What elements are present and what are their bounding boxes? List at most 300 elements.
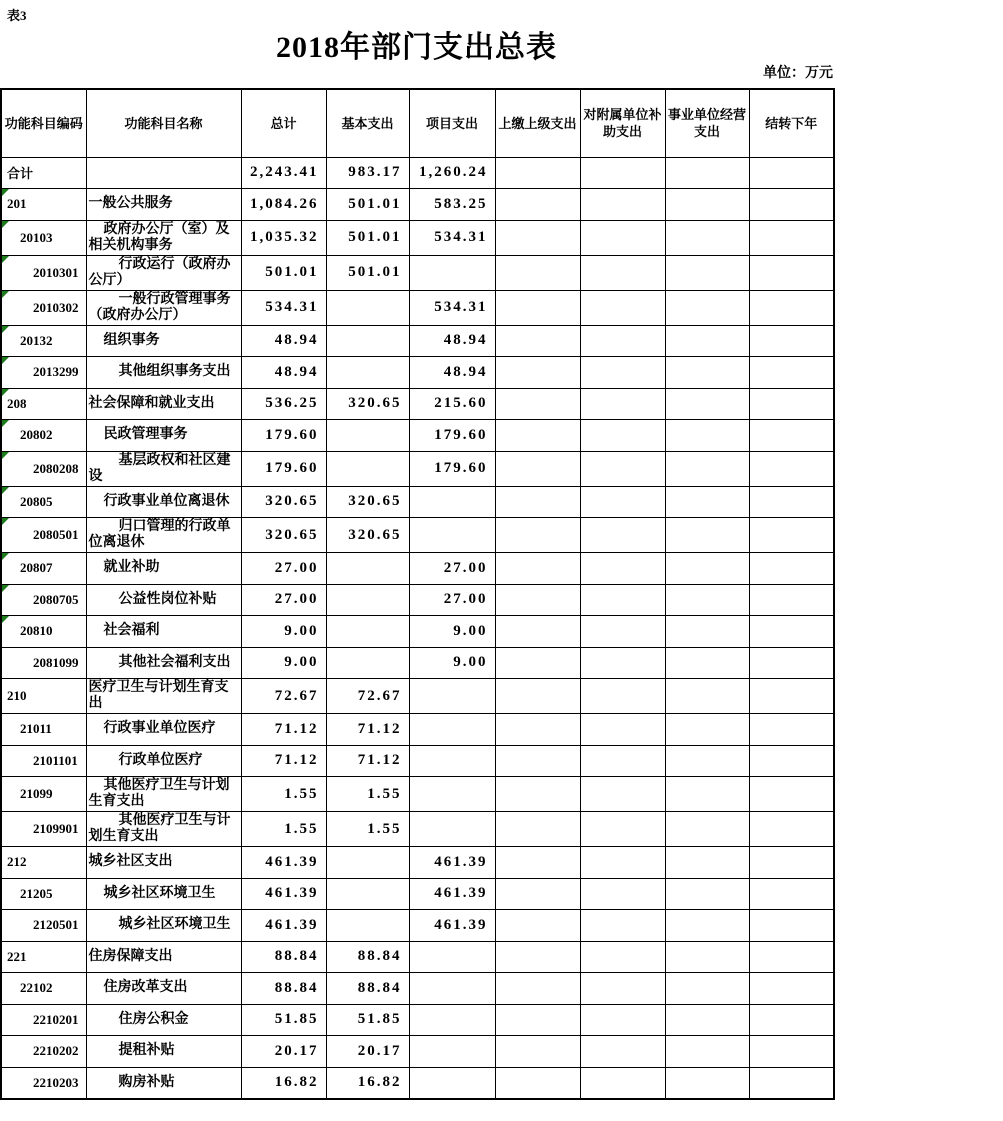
subject-code: 20810 bbox=[20, 623, 53, 639]
value-cell: 461.39 bbox=[241, 910, 326, 942]
value-cell bbox=[665, 647, 749, 679]
table-row bbox=[1, 745, 834, 777]
value-cell bbox=[665, 290, 749, 325]
cell-error-marker-icon bbox=[2, 389, 9, 396]
value-cell bbox=[495, 647, 580, 679]
subject-code: 2101101 bbox=[33, 752, 78, 768]
subject-code-cell bbox=[1, 290, 86, 325]
value-cell: 501.01 bbox=[326, 255, 409, 290]
value-cell: 88.84 bbox=[326, 973, 409, 1005]
value-cell: 88.84 bbox=[326, 941, 409, 973]
value-cell bbox=[580, 290, 665, 325]
value-cell bbox=[665, 420, 749, 452]
value-cell bbox=[580, 1067, 665, 1099]
value-cell bbox=[580, 878, 665, 910]
subject-code: 2210203 bbox=[33, 1074, 79, 1090]
value-cell: 48.94 bbox=[241, 357, 326, 389]
subject-code-cell bbox=[1, 616, 86, 648]
value-cell bbox=[749, 325, 834, 357]
value-cell: 27.00 bbox=[409, 553, 495, 585]
subject-code-cell bbox=[1, 1067, 86, 1099]
subject-name-cell: 一般行政管理事务（政府办公厅） bbox=[86, 290, 241, 325]
value-cell bbox=[580, 220, 665, 255]
value-cell bbox=[665, 584, 749, 616]
value-cell bbox=[665, 486, 749, 518]
value-cell bbox=[326, 553, 409, 585]
subject-code-cell bbox=[1, 910, 86, 942]
value-cell bbox=[665, 1004, 749, 1036]
value-cell bbox=[749, 553, 834, 585]
value-cell bbox=[749, 941, 834, 973]
value-cell bbox=[665, 1036, 749, 1068]
cell-error-marker-icon bbox=[2, 326, 9, 333]
value-cell bbox=[665, 973, 749, 1005]
table-row bbox=[1, 616, 834, 648]
value-cell bbox=[409, 1004, 495, 1036]
value-cell: 501.01 bbox=[326, 189, 409, 221]
value-cell bbox=[495, 1036, 580, 1068]
value-cell: 88.84 bbox=[241, 973, 326, 1005]
subject-code-cell bbox=[1, 584, 86, 616]
value-cell bbox=[749, 777, 834, 812]
subject-code: 2210201 bbox=[33, 1011, 79, 1027]
sheet-tag: 表3 bbox=[7, 8, 27, 23]
value-cell bbox=[749, 189, 834, 221]
column-header: 基本支出 bbox=[326, 89, 409, 157]
value-cell bbox=[495, 290, 580, 325]
value-cell bbox=[749, 157, 834, 189]
cell-error-marker-icon bbox=[2, 553, 9, 560]
value-cell bbox=[749, 878, 834, 910]
value-cell: 461.39 bbox=[409, 910, 495, 942]
value-cell bbox=[749, 357, 834, 389]
value-cell bbox=[665, 878, 749, 910]
value-cell: 1,084.26 bbox=[241, 189, 326, 221]
header-row bbox=[1, 89, 834, 157]
cell-error-marker-icon bbox=[2, 585, 9, 592]
subject-name-cell: 一般公共服务 bbox=[86, 189, 241, 221]
subject-code-cell bbox=[1, 1036, 86, 1068]
value-cell: 461.39 bbox=[241, 878, 326, 910]
value-cell bbox=[580, 679, 665, 714]
subject-code: 210 bbox=[7, 688, 27, 703]
value-cell bbox=[749, 451, 834, 486]
subject-code: 2010301 bbox=[33, 264, 79, 280]
value-cell bbox=[749, 420, 834, 452]
table-row bbox=[1, 1067, 834, 1099]
subject-name-cell: 政府办公厅（室）及相关机构事务 bbox=[86, 220, 241, 255]
subject-name-cell: 城乡社区环境卫生 bbox=[86, 878, 241, 910]
subject-code: 22102 bbox=[20, 980, 53, 996]
value-cell bbox=[495, 357, 580, 389]
value-cell: 9.00 bbox=[241, 647, 326, 679]
value-cell bbox=[580, 451, 665, 486]
value-cell: 501.01 bbox=[241, 255, 326, 290]
column-header: 项目支出 bbox=[409, 89, 495, 157]
value-cell bbox=[749, 1036, 834, 1068]
value-cell bbox=[665, 220, 749, 255]
subject-code-cell bbox=[1, 647, 86, 679]
subject-code: 21099 bbox=[20, 786, 53, 801]
value-cell bbox=[326, 451, 409, 486]
value-cell: 536.25 bbox=[241, 388, 326, 420]
value-cell bbox=[665, 847, 749, 879]
value-cell bbox=[495, 420, 580, 452]
subject-code: 2013299 bbox=[33, 364, 79, 380]
subject-name-cell: 组织事务 bbox=[86, 325, 241, 357]
value-cell bbox=[749, 486, 834, 518]
subject-name-cell: 医疗卫生与计划生育支出 bbox=[86, 679, 241, 714]
value-cell bbox=[495, 325, 580, 357]
subject-name-cell: 归口管理的行政单位离退休 bbox=[86, 518, 241, 553]
value-cell bbox=[749, 255, 834, 290]
subject-name-cell: 城乡社区环境卫生 bbox=[86, 910, 241, 942]
value-cell bbox=[665, 189, 749, 221]
value-cell bbox=[749, 1067, 834, 1099]
value-cell: 72.67 bbox=[326, 679, 409, 714]
value-cell: 48.94 bbox=[241, 325, 326, 357]
value-cell: 9.00 bbox=[241, 616, 326, 648]
unit-note: 单位：万元 bbox=[763, 66, 833, 81]
value-cell bbox=[326, 357, 409, 389]
value-cell: 179.60 bbox=[241, 451, 326, 486]
cell-error-marker-icon bbox=[2, 189, 9, 196]
subject-code: 合计 bbox=[7, 166, 34, 182]
subject-code: 21011 bbox=[20, 721, 52, 737]
value-cell bbox=[665, 745, 749, 777]
subject-code: 20805 bbox=[20, 493, 53, 509]
table-row bbox=[1, 1004, 834, 1036]
value-cell: 215.60 bbox=[409, 388, 495, 420]
subject-code: 2010302 bbox=[33, 299, 79, 315]
subject-name-cell: 购房补贴 bbox=[86, 1067, 241, 1099]
value-cell bbox=[326, 647, 409, 679]
value-cell bbox=[580, 847, 665, 879]
value-cell bbox=[665, 157, 749, 189]
value-cell: 320.65 bbox=[326, 486, 409, 518]
subject-code-cell bbox=[1, 189, 86, 221]
value-cell bbox=[749, 910, 834, 942]
value-cell: 1,260.24 bbox=[409, 157, 495, 189]
subject-name-cell: 社会保障和就业支出 bbox=[86, 388, 241, 420]
value-cell bbox=[580, 1036, 665, 1068]
value-cell bbox=[409, 714, 495, 746]
subject-code: 2080501 bbox=[33, 527, 79, 542]
subject-name-cell: 其他社会福利支出 bbox=[86, 647, 241, 679]
cell-error-marker-icon bbox=[2, 487, 9, 494]
value-cell bbox=[580, 325, 665, 357]
subject-code-cell bbox=[1, 745, 86, 777]
subject-code-cell bbox=[1, 878, 86, 910]
column-header: 总计 bbox=[241, 89, 326, 157]
value-cell bbox=[495, 584, 580, 616]
value-cell bbox=[495, 812, 580, 847]
value-cell bbox=[409, 255, 495, 290]
subject-code: 20132 bbox=[20, 332, 53, 348]
value-cell bbox=[580, 714, 665, 746]
subject-code-cell bbox=[1, 1004, 86, 1036]
expenditure-table bbox=[0, 88, 835, 1100]
subject-code: 201 bbox=[7, 196, 27, 212]
value-cell bbox=[495, 714, 580, 746]
value-cell: 1.55 bbox=[241, 812, 326, 847]
value-cell bbox=[409, 486, 495, 518]
value-cell: 27.00 bbox=[241, 584, 326, 616]
value-cell bbox=[580, 777, 665, 812]
value-cell bbox=[580, 973, 665, 1005]
value-cell bbox=[665, 910, 749, 942]
value-cell bbox=[495, 255, 580, 290]
table-row bbox=[1, 420, 834, 452]
value-cell bbox=[580, 189, 665, 221]
subject-code: 20802 bbox=[20, 427, 53, 443]
value-cell: 72.67 bbox=[241, 679, 326, 714]
value-cell bbox=[749, 973, 834, 1005]
table-row bbox=[1, 189, 834, 221]
cell-error-marker-icon bbox=[2, 256, 9, 263]
value-cell: 16.82 bbox=[326, 1067, 409, 1099]
subject-code: 2109901 bbox=[33, 821, 79, 836]
table-row bbox=[1, 357, 834, 389]
value-cell: 71.12 bbox=[326, 745, 409, 777]
subject-name-cell: 城乡社区支出 bbox=[86, 847, 241, 879]
table-row bbox=[1, 325, 834, 357]
subject-name-cell: 其他医疗卫生与计划生育支出 bbox=[86, 777, 241, 812]
page-title: 2018年部门支出总表 bbox=[276, 31, 557, 64]
value-cell bbox=[326, 910, 409, 942]
value-cell bbox=[749, 1004, 834, 1036]
cell-error-marker-icon bbox=[2, 518, 9, 525]
subject-code-cell bbox=[1, 388, 86, 420]
subject-code-cell bbox=[1, 157, 86, 189]
value-cell bbox=[749, 290, 834, 325]
value-cell bbox=[580, 420, 665, 452]
subject-code-cell bbox=[1, 325, 86, 357]
value-cell bbox=[665, 357, 749, 389]
value-cell bbox=[580, 812, 665, 847]
value-cell: 179.60 bbox=[241, 420, 326, 452]
value-cell: 1.55 bbox=[241, 777, 326, 812]
value-cell: 51.85 bbox=[326, 1004, 409, 1036]
table-row bbox=[1, 518, 834, 553]
subject-name-cell: 住房保障支出 bbox=[86, 941, 241, 973]
table-row bbox=[1, 679, 834, 714]
subject-name-cell: 行政事业单位医疗 bbox=[86, 714, 241, 746]
subject-code: 2080705 bbox=[33, 591, 79, 607]
subject-code-cell bbox=[1, 812, 86, 847]
subject-name-cell: 住房公积金 bbox=[86, 1004, 241, 1036]
value-cell bbox=[749, 647, 834, 679]
table-row bbox=[1, 584, 834, 616]
value-cell bbox=[580, 518, 665, 553]
cell-error-marker-icon bbox=[2, 291, 9, 298]
value-cell bbox=[326, 878, 409, 910]
table-body bbox=[1, 157, 834, 1099]
value-cell bbox=[665, 714, 749, 746]
value-cell: 534.31 bbox=[241, 290, 326, 325]
value-cell: 320.65 bbox=[241, 518, 326, 553]
value-cell: 9.00 bbox=[409, 616, 495, 648]
value-cell bbox=[665, 1067, 749, 1099]
value-cell bbox=[409, 812, 495, 847]
value-cell bbox=[665, 325, 749, 357]
value-cell bbox=[580, 910, 665, 942]
cell-error-marker-icon bbox=[2, 357, 9, 364]
value-cell bbox=[495, 777, 580, 812]
subject-code-cell bbox=[1, 420, 86, 452]
value-cell bbox=[749, 388, 834, 420]
cell-error-marker-icon bbox=[2, 420, 9, 427]
value-cell: 20.17 bbox=[241, 1036, 326, 1068]
value-cell bbox=[326, 420, 409, 452]
subject-name-cell: 其他组织事务支出 bbox=[86, 357, 241, 389]
value-cell: 1.55 bbox=[326, 777, 409, 812]
subject-code: 20103 bbox=[20, 229, 53, 245]
value-cell: 983.17 bbox=[326, 157, 409, 189]
value-cell bbox=[665, 679, 749, 714]
column-header: 功能科目名称 bbox=[86, 89, 241, 157]
value-cell bbox=[580, 255, 665, 290]
subject-name-cell: 住房改革支出 bbox=[86, 973, 241, 1005]
subject-name-cell: 基层政权和社区建设 bbox=[86, 451, 241, 486]
value-cell: 48.94 bbox=[409, 325, 495, 357]
subject-name-cell: 提租补贴 bbox=[86, 1036, 241, 1068]
value-cell bbox=[326, 616, 409, 648]
value-cell bbox=[580, 157, 665, 189]
value-cell bbox=[495, 878, 580, 910]
value-cell bbox=[495, 220, 580, 255]
value-cell bbox=[580, 647, 665, 679]
value-cell: 501.01 bbox=[326, 220, 409, 255]
value-cell bbox=[749, 679, 834, 714]
value-cell bbox=[495, 941, 580, 973]
value-cell bbox=[580, 616, 665, 648]
value-cell: 1,035.32 bbox=[241, 220, 326, 255]
subject-code-cell bbox=[1, 451, 86, 486]
subject-name-cell: 民政管理事务 bbox=[86, 420, 241, 452]
value-cell: 27.00 bbox=[409, 584, 495, 616]
subject-code-cell bbox=[1, 518, 86, 553]
value-cell bbox=[495, 553, 580, 585]
subject-code: 208 bbox=[7, 395, 27, 411]
cell-error-marker-icon bbox=[2, 616, 9, 623]
value-cell: 71.12 bbox=[241, 745, 326, 777]
value-cell: 534.31 bbox=[409, 220, 495, 255]
value-cell: 48.94 bbox=[409, 357, 495, 389]
value-cell bbox=[580, 941, 665, 973]
subject-name-cell: 社会福利 bbox=[86, 616, 241, 648]
value-cell bbox=[495, 486, 580, 518]
value-cell bbox=[495, 1004, 580, 1036]
value-cell bbox=[495, 910, 580, 942]
column-header: 结转下年 bbox=[749, 89, 834, 157]
value-cell bbox=[495, 451, 580, 486]
subject-code: 2081099 bbox=[33, 654, 79, 670]
subject-code-cell bbox=[1, 847, 86, 879]
value-cell bbox=[580, 357, 665, 389]
table-row bbox=[1, 647, 834, 679]
cell-error-marker-icon bbox=[2, 221, 9, 228]
table-row bbox=[1, 1036, 834, 1068]
value-cell bbox=[409, 777, 495, 812]
value-cell bbox=[495, 518, 580, 553]
subject-code-cell bbox=[1, 941, 86, 973]
value-cell: 461.39 bbox=[241, 847, 326, 879]
value-cell bbox=[580, 553, 665, 585]
value-cell bbox=[326, 290, 409, 325]
table-row bbox=[1, 290, 834, 325]
value-cell bbox=[665, 777, 749, 812]
subject-code-cell bbox=[1, 714, 86, 746]
subject-code: 2120501 bbox=[33, 917, 79, 933]
table-row bbox=[1, 451, 834, 486]
value-cell bbox=[749, 220, 834, 255]
subject-name-cell: 行政事业单位离退休 bbox=[86, 486, 241, 518]
column-header: 事业单位经营支出 bbox=[665, 89, 749, 157]
subject-code: 21205 bbox=[20, 885, 53, 901]
table-row bbox=[1, 941, 834, 973]
subject-code-cell bbox=[1, 357, 86, 389]
value-cell bbox=[409, 679, 495, 714]
table-row bbox=[1, 157, 834, 189]
value-cell bbox=[495, 1067, 580, 1099]
subject-name-cell: 其他医疗卫生与计划生育支出 bbox=[86, 812, 241, 847]
value-cell: 179.60 bbox=[409, 420, 495, 452]
value-cell bbox=[749, 518, 834, 553]
value-cell bbox=[580, 1004, 665, 1036]
value-cell bbox=[580, 584, 665, 616]
value-cell bbox=[749, 616, 834, 648]
value-cell bbox=[580, 745, 665, 777]
value-cell bbox=[326, 847, 409, 879]
value-cell bbox=[749, 584, 834, 616]
value-cell bbox=[580, 486, 665, 518]
subject-name-cell: 行政单位医疗 bbox=[86, 745, 241, 777]
value-cell bbox=[749, 847, 834, 879]
value-cell bbox=[665, 451, 749, 486]
value-cell bbox=[326, 584, 409, 616]
table-row bbox=[1, 847, 834, 879]
subject-code: 221 bbox=[7, 948, 27, 964]
subject-code-cell bbox=[1, 973, 86, 1005]
subject-name-cell bbox=[86, 157, 241, 189]
value-cell bbox=[409, 941, 495, 973]
subject-code-cell bbox=[1, 220, 86, 255]
table-row bbox=[1, 486, 834, 518]
subject-code: 212 bbox=[7, 854, 27, 870]
value-cell: 583.25 bbox=[409, 189, 495, 221]
value-cell bbox=[409, 745, 495, 777]
value-cell bbox=[665, 812, 749, 847]
value-cell bbox=[665, 941, 749, 973]
value-cell bbox=[665, 616, 749, 648]
value-cell: 27.00 bbox=[241, 553, 326, 585]
value-cell bbox=[665, 553, 749, 585]
value-cell: 71.12 bbox=[241, 714, 326, 746]
value-cell bbox=[665, 388, 749, 420]
value-cell bbox=[749, 714, 834, 746]
subject-code-cell bbox=[1, 486, 86, 518]
value-cell: 320.65 bbox=[326, 518, 409, 553]
value-cell bbox=[495, 388, 580, 420]
table-row bbox=[1, 777, 834, 812]
value-cell: 51.85 bbox=[241, 1004, 326, 1036]
value-cell: 461.39 bbox=[409, 847, 495, 879]
subject-name-cell: 公益性岗位补贴 bbox=[86, 584, 241, 616]
value-cell: 2,243.41 bbox=[241, 157, 326, 189]
table-row bbox=[1, 910, 834, 942]
value-cell bbox=[495, 847, 580, 879]
